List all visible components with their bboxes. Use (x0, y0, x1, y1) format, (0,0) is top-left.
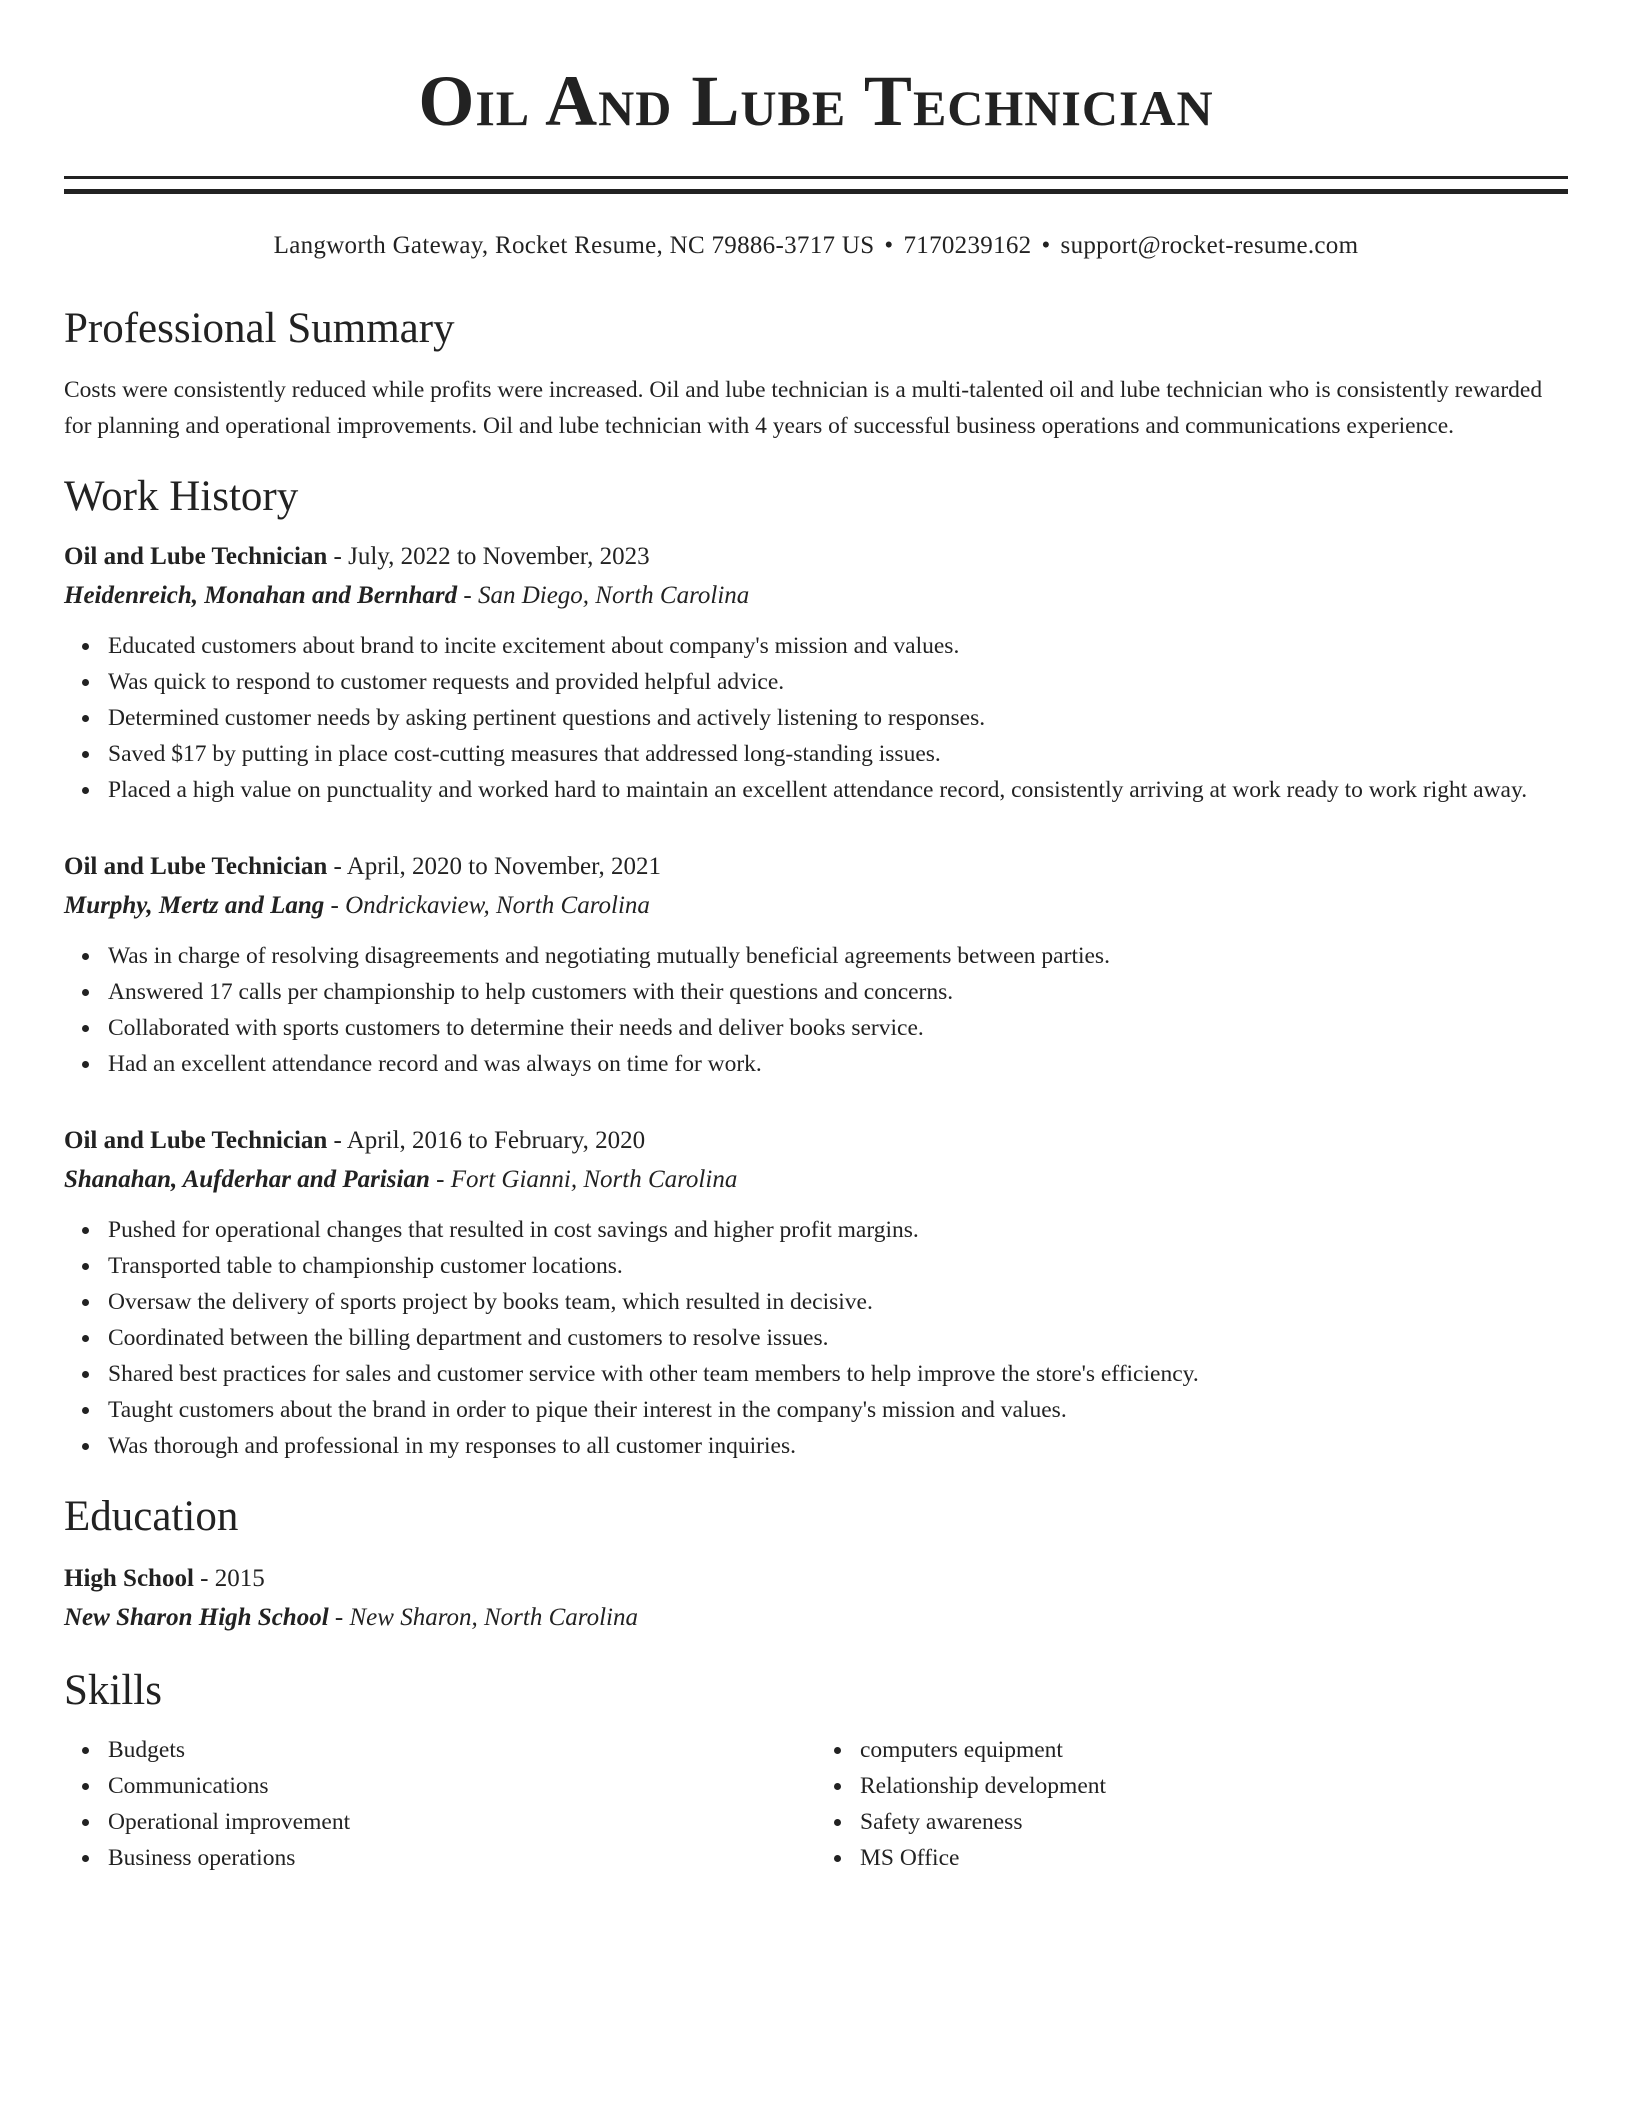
degree-line (64, 1560, 1568, 1598)
job-entry (64, 848, 1568, 1082)
contact-address: Langworth Gateway, Rocket Resume, NC 79886-3717 US (273, 232, 875, 259)
job-entry (64, 1122, 1568, 1464)
contact-separator: • (884, 232, 894, 259)
list-item: Answered 17 calls per championship to help customers with their questions and concerns. (108, 974, 1568, 1010)
contact-email: support@rocket-resume.com (1060, 232, 1359, 259)
skill-item: Safety awareness (860, 1804, 1568, 1840)
list-item: Had an excellent attendance record and was always on time for work. (108, 1046, 1568, 1082)
company-line (64, 576, 1568, 616)
skill-item: Communications (108, 1768, 816, 1804)
job-dates: - April, 2020 to November, 2021 (327, 853, 661, 880)
job-duties-list (64, 938, 1568, 1082)
skill-item: Operational improvement (108, 1804, 816, 1840)
header-divider (64, 176, 1568, 194)
list-item: Educated customers about brand to incite excitement about company's mission and values. (108, 628, 1568, 664)
company-location: - San Diego, North Carolina (457, 582, 750, 609)
job-title: Oil and Lube Technician (64, 1127, 328, 1154)
skill-item: Relationship development (860, 1768, 1568, 1804)
list-item: Coordinated between the billing department and customers to resolve issues. (108, 1320, 1568, 1356)
skill-item: Business operations (108, 1840, 816, 1876)
school-location: - New Sharon, North Carolina (328, 1604, 638, 1631)
skill-item: MS Office (860, 1840, 1568, 1876)
list-item: Taught customers about the brand in order to pique their interest in the company's mission and values. (108, 1392, 1568, 1428)
job-duties-list (64, 1212, 1568, 1464)
graduation-year: - 2015 (193, 1565, 265, 1592)
list-item: Determined customer needs by asking pertinent questions and actively listening to responses. (108, 700, 1568, 736)
job-dates: - April, 2016 to February, 2020 (327, 1127, 646, 1154)
summary-heading: Professional Summary (64, 305, 455, 352)
list-item: Was thorough and professional in my responses to all customer inquiries. (108, 1428, 1568, 1464)
job-entry (64, 538, 1568, 808)
summary-text: Costs were consistently reduced while profits were increased. Oil and lube technician is a multi-talented oil and lube technician who is consistently rewarded for planning and operational improvements. Oil and lube technician with 4 years of successful business operations and communications experience. (64, 377, 1543, 439)
school-name: New Sharon High School (64, 1604, 329, 1631)
job-dates: - July, 2022 to November, 2023 (327, 543, 650, 570)
education-heading: Education (64, 1493, 239, 1540)
list-item: Was quick to respond to customer requests and provided helpful advice. (108, 664, 1568, 700)
skill-item: computers equipment (860, 1732, 1568, 1768)
list-item: Placed a high value on punctuality and worked hard to maintain an excellent attendance record, consistently arriving at work ready to work right away. (108, 772, 1568, 808)
company-name: Murphy, Mertz and Lang (64, 892, 325, 919)
list-item: Transported table to championship customer locations. (108, 1248, 1568, 1284)
list-item: Oversaw the delivery of sports project by books team, which resulted in decisive. (108, 1284, 1568, 1320)
school-line (64, 1598, 1568, 1638)
contact-phone: 7170239162 (903, 232, 1032, 259)
education-entry (64, 1560, 1568, 1638)
list-item: Saved $17 by putting in place cost-cutting measures that addressed long-standing issues. (108, 736, 1568, 772)
company-name: Heidenreich, Monahan and Bernhard (64, 582, 458, 609)
list-item: Shared best practices for sales and customer service with other team members to help improve the store's efficiency. (108, 1356, 1568, 1392)
company-line (64, 1160, 1568, 1200)
skills-heading: Skills (64, 1667, 162, 1714)
contact-separator: • (1041, 232, 1051, 259)
job-title-line (64, 848, 1568, 886)
company-location: - Fort Gianni, North Carolina (429, 1166, 738, 1193)
list-item: Pushed for operational changes that resulted in cost savings and higher profit margins. (108, 1212, 1568, 1248)
job-title: Oil and Lube Technician (64, 853, 328, 880)
resume-name: Oil And Lube Technician (418, 61, 1214, 141)
skill-item: Budgets (108, 1732, 816, 1768)
skills-list-right (816, 1732, 1568, 1876)
job-title: Oil and Lube Technician (64, 543, 328, 570)
job-title-line (64, 538, 1568, 576)
list-item: Was in charge of resolving disagreements and negotiating mutually beneficial agreements between parties. (108, 938, 1568, 974)
job-duties-list (64, 628, 1568, 808)
skills-list-left (64, 1732, 816, 1876)
company-name: Shanahan, Aufderhar and Parisian (64, 1166, 430, 1193)
job-title-line (64, 1122, 1568, 1160)
degree: High School (64, 1565, 194, 1592)
list-item: Collaborated with sports customers to determine their needs and deliver books service. (108, 1010, 1568, 1046)
company-line (64, 886, 1568, 926)
company-location: - Ondrickaview, North Carolina (324, 892, 650, 919)
skills-columns (64, 1732, 1568, 1876)
work-history-heading: Work History (64, 473, 299, 520)
contact-line (64, 230, 1568, 262)
